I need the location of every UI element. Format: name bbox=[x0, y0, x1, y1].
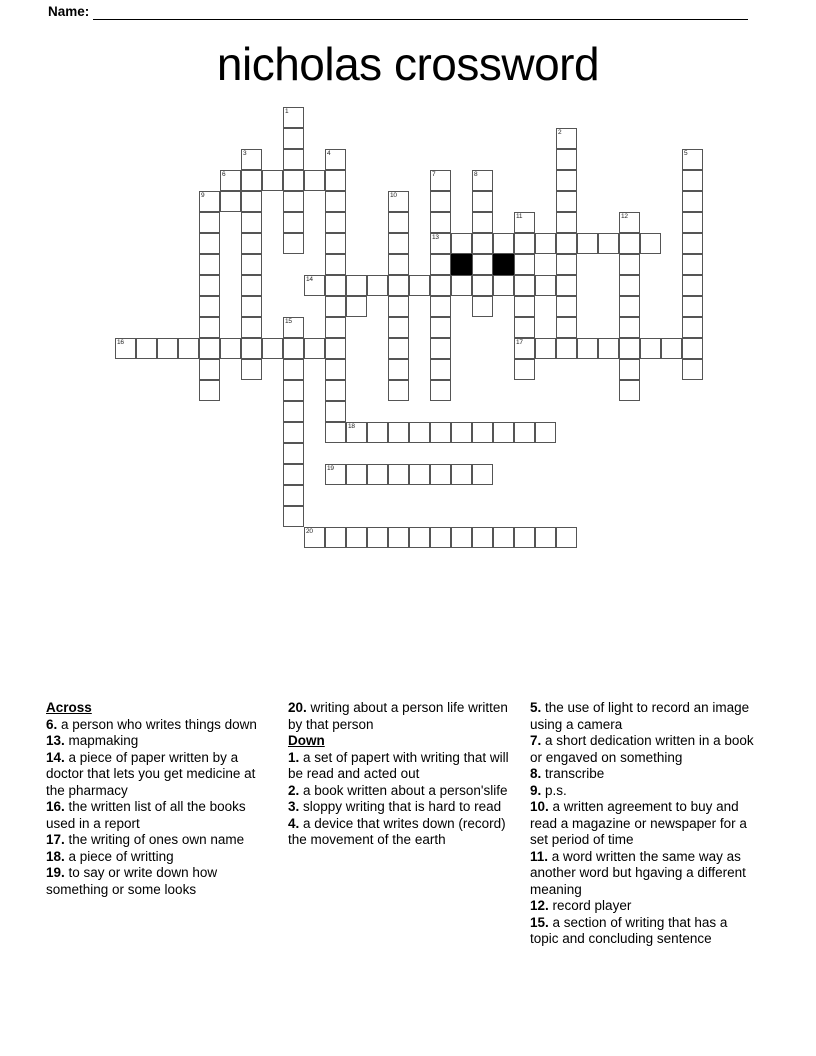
clue-number: 19. bbox=[46, 865, 69, 880]
cell-number: 1 bbox=[285, 108, 289, 115]
grid-cell-numbered-13[interactable] bbox=[430, 233, 451, 254]
grid-cell[interactable] bbox=[430, 296, 451, 317]
down-clue-12 bbox=[530, 898, 758, 915]
clue-text: a piece of paper written by a doctor that lets you get medicine at the pharmacy bbox=[46, 749, 256, 798]
grid-cell[interactable] bbox=[241, 296, 262, 317]
grid-cell[interactable] bbox=[472, 254, 493, 275]
across-heading: Across bbox=[46, 700, 92, 715]
cell-number: 11 bbox=[516, 213, 523, 220]
clue-number: 10. bbox=[530, 799, 553, 814]
grid-cell[interactable] bbox=[451, 464, 472, 485]
grid-cell[interactable] bbox=[388, 296, 409, 317]
grid-cell[interactable] bbox=[304, 170, 325, 191]
grid-cell[interactable] bbox=[556, 191, 577, 212]
down-clue-3 bbox=[288, 799, 516, 816]
grid-cell-numbered-20[interactable] bbox=[304, 527, 325, 548]
grid-cell[interactable] bbox=[430, 527, 451, 548]
grid-cell[interactable] bbox=[325, 422, 346, 443]
cell-number: 13 bbox=[432, 234, 439, 241]
grid-cell-numbered-12[interactable] bbox=[619, 212, 640, 233]
grid-cell-numbered-10[interactable] bbox=[388, 191, 409, 212]
grid-cell[interactable] bbox=[241, 233, 262, 254]
cell-number: 8 bbox=[474, 171, 478, 178]
grid-cell[interactable] bbox=[640, 233, 661, 254]
down-clue-4 bbox=[288, 816, 516, 849]
grid-cell-blocked bbox=[493, 254, 514, 275]
clue-text: mapmaking bbox=[68, 733, 139, 748]
cell-number: 4 bbox=[327, 150, 331, 157]
grid-cell[interactable] bbox=[283, 401, 304, 422]
grid-cell[interactable] bbox=[640, 338, 661, 359]
grid-cell[interactable] bbox=[682, 170, 703, 191]
grid-cell[interactable] bbox=[661, 338, 682, 359]
clue-text: a section of writing that has a topic and concluding sentence bbox=[530, 914, 728, 946]
cell-number: 10 bbox=[390, 192, 397, 199]
clue-text: a person who writes things down bbox=[61, 716, 257, 732]
grid-cell[interactable] bbox=[283, 464, 304, 485]
cell-number: 16 bbox=[117, 339, 124, 346]
cell-number: 14 bbox=[306, 276, 313, 283]
grid-cell[interactable] bbox=[619, 275, 640, 296]
across-clue-16 bbox=[46, 799, 274, 832]
grid-cell[interactable] bbox=[283, 233, 304, 254]
grid-cell[interactable] bbox=[199, 233, 220, 254]
clue-number: 15. bbox=[530, 914, 553, 930]
grid-cell[interactable] bbox=[493, 527, 514, 548]
grid-cell[interactable] bbox=[514, 275, 535, 296]
clue-number: 11. bbox=[530, 848, 552, 864]
grid-cell[interactable] bbox=[514, 296, 535, 317]
grid-cell[interactable] bbox=[682, 359, 703, 380]
grid-cell[interactable] bbox=[325, 317, 346, 338]
grid-cell[interactable] bbox=[577, 338, 598, 359]
clues-section bbox=[46, 700, 772, 948]
grid-cell[interactable] bbox=[514, 233, 535, 254]
grid-cell[interactable] bbox=[283, 212, 304, 233]
down-clue-2 bbox=[288, 783, 516, 800]
grid-cell[interactable] bbox=[367, 275, 388, 296]
grid-cell[interactable] bbox=[619, 233, 640, 254]
grid-cell[interactable] bbox=[283, 506, 304, 527]
grid-cell-numbered-3[interactable] bbox=[241, 149, 262, 170]
grid-cell[interactable] bbox=[325, 527, 346, 548]
cell-number: 17 bbox=[516, 339, 523, 346]
grid-cell[interactable] bbox=[430, 212, 451, 233]
cell-number: 2 bbox=[558, 129, 562, 136]
grid-cell[interactable] bbox=[241, 170, 262, 191]
grid-cell[interactable] bbox=[241, 212, 262, 233]
grid-cell[interactable] bbox=[283, 359, 304, 380]
grid-cell[interactable] bbox=[535, 233, 556, 254]
clue-text: a set of papert with writing that will be read and acted out bbox=[288, 749, 509, 781]
cell-number: 9 bbox=[201, 192, 205, 199]
grid-cell[interactable] bbox=[346, 296, 367, 317]
grid-cell[interactable] bbox=[388, 422, 409, 443]
grid-cell-numbered-9[interactable] bbox=[199, 191, 220, 212]
grid-cell[interactable] bbox=[199, 317, 220, 338]
grid-cell[interactable] bbox=[409, 422, 430, 443]
grid-cell[interactable] bbox=[430, 317, 451, 338]
clue-text: transcribe bbox=[545, 766, 605, 781]
grid-cell[interactable] bbox=[451, 233, 472, 254]
grid-cell[interactable] bbox=[514, 422, 535, 443]
grid-cell[interactable] bbox=[199, 338, 220, 359]
grid-cell[interactable] bbox=[388, 464, 409, 485]
grid-cell[interactable] bbox=[472, 296, 493, 317]
clue-text: p.s. bbox=[545, 782, 567, 798]
grid-cell[interactable] bbox=[325, 275, 346, 296]
grid-cell[interactable] bbox=[430, 338, 451, 359]
cell-number: 19 bbox=[327, 465, 334, 472]
across-clue-14 bbox=[46, 750, 274, 800]
grid-cell[interactable] bbox=[283, 128, 304, 149]
grid-cell[interactable] bbox=[619, 338, 640, 359]
clue-number: 14. bbox=[46, 749, 69, 765]
grid-cell[interactable] bbox=[388, 359, 409, 380]
clue-number: 9. bbox=[530, 782, 546, 798]
grid-cell[interactable] bbox=[514, 527, 535, 548]
grid-cell[interactable] bbox=[682, 233, 703, 254]
grid-cell[interactable] bbox=[472, 275, 493, 296]
grid-cell[interactable] bbox=[598, 338, 619, 359]
grid-cell[interactable] bbox=[199, 254, 220, 275]
grid-cell[interactable] bbox=[325, 359, 346, 380]
grid-cell[interactable] bbox=[682, 212, 703, 233]
cell-number: 6 bbox=[222, 171, 226, 178]
grid-cell-numbered-11[interactable] bbox=[514, 212, 535, 233]
clue-number: 2. bbox=[288, 782, 304, 798]
down-heading: Down bbox=[288, 733, 325, 748]
clue-number: 12. bbox=[530, 898, 553, 913]
down-clue-9 bbox=[530, 783, 758, 800]
grid-cell-numbered-1[interactable] bbox=[283, 107, 304, 128]
grid-cell[interactable] bbox=[220, 338, 241, 359]
across-clue-17 bbox=[46, 832, 274, 849]
grid-cell[interactable] bbox=[514, 359, 535, 380]
grid-cell[interactable] bbox=[388, 317, 409, 338]
grid-cell[interactable] bbox=[493, 422, 514, 443]
clue-text: to say or write down how something or some looks bbox=[46, 865, 218, 897]
grid-cell[interactable] bbox=[199, 359, 220, 380]
down-clue-10 bbox=[530, 799, 758, 849]
clue-column-2 bbox=[288, 700, 530, 849]
grid-cell[interactable] bbox=[388, 527, 409, 548]
grid-cell[interactable] bbox=[409, 527, 430, 548]
cell-number: 18 bbox=[348, 423, 355, 430]
down-clue-7 bbox=[530, 733, 758, 766]
grid-cell[interactable] bbox=[325, 212, 346, 233]
grid-cell[interactable] bbox=[388, 233, 409, 254]
clue-number: 7. bbox=[530, 733, 546, 748]
clue-number: 18. bbox=[46, 848, 69, 864]
grid-cell-numbered-14[interactable] bbox=[304, 275, 325, 296]
name-label: Name: bbox=[48, 4, 90, 19]
grid-cell[interactable] bbox=[451, 422, 472, 443]
grid-cell[interactable] bbox=[472, 422, 493, 443]
clue-text: sloppy writing that is hard to read bbox=[303, 799, 502, 814]
clue-text: the use of light to record an image using a camera bbox=[530, 700, 750, 732]
grid-cell[interactable] bbox=[346, 275, 367, 296]
page-title: nicholas crossword bbox=[216, 38, 600, 90]
cell-number: 20 bbox=[306, 528, 313, 535]
grid-cell[interactable] bbox=[556, 254, 577, 275]
grid-cell[interactable] bbox=[325, 296, 346, 317]
clue-text: a book written about a person'slife bbox=[303, 782, 508, 798]
grid-cell[interactable] bbox=[325, 401, 346, 422]
grid-cell[interactable] bbox=[283, 422, 304, 443]
grid-cell[interactable] bbox=[262, 338, 283, 359]
grid-cell[interactable] bbox=[514, 254, 535, 275]
grid-cell-numbered-17[interactable] bbox=[514, 338, 535, 359]
grid-cell[interactable] bbox=[472, 233, 493, 254]
grid-cell[interactable] bbox=[619, 254, 640, 275]
grid-cell[interactable] bbox=[598, 233, 619, 254]
grid-cell[interactable] bbox=[619, 296, 640, 317]
down-clue-5 bbox=[530, 700, 758, 733]
grid-cell[interactable] bbox=[451, 275, 472, 296]
grid-cell[interactable] bbox=[367, 422, 388, 443]
cell-number: 12 bbox=[621, 213, 628, 220]
grid-cell-numbered-2[interactable] bbox=[556, 128, 577, 149]
grid-cell[interactable] bbox=[283, 380, 304, 401]
grid-cell[interactable] bbox=[388, 380, 409, 401]
grid-cell-numbered-5[interactable] bbox=[682, 149, 703, 170]
grid-cell[interactable] bbox=[178, 338, 199, 359]
grid-cell[interactable] bbox=[451, 527, 472, 548]
grid-cell[interactable] bbox=[304, 338, 325, 359]
cell-number: 7 bbox=[432, 171, 436, 178]
grid-cell[interactable] bbox=[325, 233, 346, 254]
grid-cell[interactable] bbox=[325, 380, 346, 401]
grid-cell[interactable] bbox=[136, 338, 157, 359]
grid-cell[interactable] bbox=[556, 296, 577, 317]
clue-text: the writing of ones own name bbox=[68, 832, 245, 847]
clue-text: a device that writes down (record) the movement of the earth bbox=[288, 815, 506, 847]
grid-cell[interactable] bbox=[241, 254, 262, 275]
clue-text: a piece of writting bbox=[68, 848, 174, 864]
grid-cell[interactable] bbox=[325, 191, 346, 212]
grid-cell[interactable] bbox=[262, 170, 283, 191]
down-clue-15 bbox=[530, 915, 758, 948]
grid-cell[interactable] bbox=[388, 212, 409, 233]
grid-cell-numbered-6[interactable] bbox=[220, 170, 241, 191]
grid-cell[interactable] bbox=[325, 338, 346, 359]
clue-number: 6. bbox=[46, 716, 62, 732]
grid-cell[interactable] bbox=[493, 233, 514, 254]
clue-text: writing about a person life written by that person bbox=[288, 700, 508, 732]
down-clue-11 bbox=[530, 849, 758, 899]
grid-cell[interactable] bbox=[430, 254, 451, 275]
clue-number: 8. bbox=[530, 766, 546, 781]
clue-number: 4. bbox=[288, 815, 304, 831]
grid-cell[interactable] bbox=[619, 380, 640, 401]
grid-cell[interactable] bbox=[388, 275, 409, 296]
grid-cell[interactable] bbox=[346, 464, 367, 485]
grid-cell[interactable] bbox=[283, 149, 304, 170]
grid-cell[interactable] bbox=[472, 212, 493, 233]
clue-number: 1. bbox=[288, 749, 304, 765]
across-clue-20 bbox=[288, 700, 516, 733]
grid-cell[interactable] bbox=[556, 233, 577, 254]
grid-cell[interactable] bbox=[199, 212, 220, 233]
grid-cell[interactable] bbox=[325, 170, 346, 191]
grid-cell[interactable] bbox=[283, 443, 304, 464]
cell-number: 5 bbox=[684, 150, 688, 157]
grid-cell[interactable] bbox=[367, 527, 388, 548]
across-clue-13 bbox=[46, 733, 274, 750]
grid-cell[interactable] bbox=[556, 170, 577, 191]
grid-cell[interactable] bbox=[577, 233, 598, 254]
grid-cell[interactable] bbox=[409, 275, 430, 296]
grid-cell[interactable] bbox=[682, 275, 703, 296]
down-clue-8 bbox=[530, 766, 758, 783]
clue-text: a written agreement to buy and read a magazine or newspaper for a set period of time bbox=[530, 799, 747, 847]
across-clue-6 bbox=[46, 717, 274, 734]
clue-text: a short dedication written in a book or engaved on something bbox=[530, 733, 754, 765]
grid-cell[interactable] bbox=[283, 485, 304, 506]
grid-cell[interactable] bbox=[241, 275, 262, 296]
grid-cell[interactable] bbox=[556, 212, 577, 233]
grid-cell[interactable] bbox=[430, 422, 451, 443]
grid-cell[interactable] bbox=[535, 527, 556, 548]
grid-cell[interactable] bbox=[430, 464, 451, 485]
grid-cell[interactable] bbox=[682, 317, 703, 338]
grid-cell[interactable] bbox=[241, 191, 262, 212]
clue-number: 20. bbox=[288, 700, 311, 715]
grid-cell[interactable] bbox=[220, 191, 241, 212]
clue-number: 5. bbox=[530, 700, 546, 715]
clue-text: the written list of all the books used in a report bbox=[46, 799, 246, 831]
grid-cell[interactable] bbox=[556, 317, 577, 338]
clue-number: 17. bbox=[46, 832, 69, 847]
grid-cell[interactable] bbox=[472, 191, 493, 212]
grid-cell[interactable] bbox=[430, 191, 451, 212]
grid-cell[interactable] bbox=[199, 275, 220, 296]
down-clue-1 bbox=[288, 750, 516, 783]
grid-cell[interactable] bbox=[556, 338, 577, 359]
grid-cell[interactable] bbox=[157, 338, 178, 359]
grid-cell[interactable] bbox=[619, 359, 640, 380]
grid-cell[interactable] bbox=[241, 317, 262, 338]
grid-cell[interactable] bbox=[388, 254, 409, 275]
grid-cell-blocked bbox=[451, 254, 472, 275]
grid-cell[interactable] bbox=[430, 275, 451, 296]
grid-cell[interactable] bbox=[682, 296, 703, 317]
clue-number: 13. bbox=[46, 733, 69, 748]
grid-cell[interactable] bbox=[430, 359, 451, 380]
grid-cell[interactable] bbox=[682, 191, 703, 212]
grid-cell[interactable] bbox=[556, 149, 577, 170]
cell-number: 3 bbox=[243, 150, 247, 157]
clue-column-3 bbox=[530, 700, 772, 948]
grid-cell[interactable] bbox=[199, 296, 220, 317]
grid-cell[interactable] bbox=[514, 317, 535, 338]
grid-cell[interactable] bbox=[619, 317, 640, 338]
grid-cell-numbered-7[interactable] bbox=[430, 170, 451, 191]
clue-column-1 bbox=[46, 700, 288, 898]
grid-cell-numbered-4[interactable] bbox=[325, 149, 346, 170]
grid-cell[interactable] bbox=[388, 338, 409, 359]
grid-cell[interactable] bbox=[241, 359, 262, 380]
across-clue-18 bbox=[46, 849, 274, 866]
grid-cell[interactable] bbox=[556, 275, 577, 296]
grid-cell[interactable] bbox=[682, 338, 703, 359]
grid-cell[interactable] bbox=[535, 275, 556, 296]
grid-cell-numbered-19[interactable] bbox=[325, 464, 346, 485]
grid-cell[interactable] bbox=[682, 254, 703, 275]
grid-cell[interactable] bbox=[409, 464, 430, 485]
grid-cell[interactable] bbox=[556, 527, 577, 548]
grid-cell[interactable] bbox=[472, 464, 493, 485]
clue-number: 16. bbox=[46, 799, 69, 814]
grid-cell[interactable] bbox=[430, 380, 451, 401]
clue-number: 3. bbox=[288, 799, 304, 814]
grid-cell[interactable] bbox=[283, 191, 304, 212]
grid-cell[interactable] bbox=[283, 338, 304, 359]
grid-cell[interactable] bbox=[535, 338, 556, 359]
grid-cell-numbered-8[interactable] bbox=[472, 170, 493, 191]
clue-text: a word written the same way as another word but hgaving a different meaning bbox=[530, 848, 746, 897]
grid-cell[interactable] bbox=[241, 338, 262, 359]
grid-cell[interactable] bbox=[346, 527, 367, 548]
grid-cell[interactable] bbox=[367, 464, 388, 485]
grid-cell[interactable] bbox=[325, 254, 346, 275]
across-clue-19 bbox=[46, 865, 274, 898]
grid-cell[interactable] bbox=[283, 170, 304, 191]
grid-cell[interactable] bbox=[535, 422, 556, 443]
clue-text: record player bbox=[552, 898, 632, 913]
grid-cell-numbered-16[interactable] bbox=[115, 338, 136, 359]
grid-cell[interactable] bbox=[493, 275, 514, 296]
grid-cell-numbered-18[interactable] bbox=[346, 422, 367, 443]
grid-cell[interactable] bbox=[472, 527, 493, 548]
cell-number: 15 bbox=[285, 318, 292, 325]
grid-cell[interactable] bbox=[199, 380, 220, 401]
grid-cell-numbered-15[interactable] bbox=[283, 317, 304, 338]
